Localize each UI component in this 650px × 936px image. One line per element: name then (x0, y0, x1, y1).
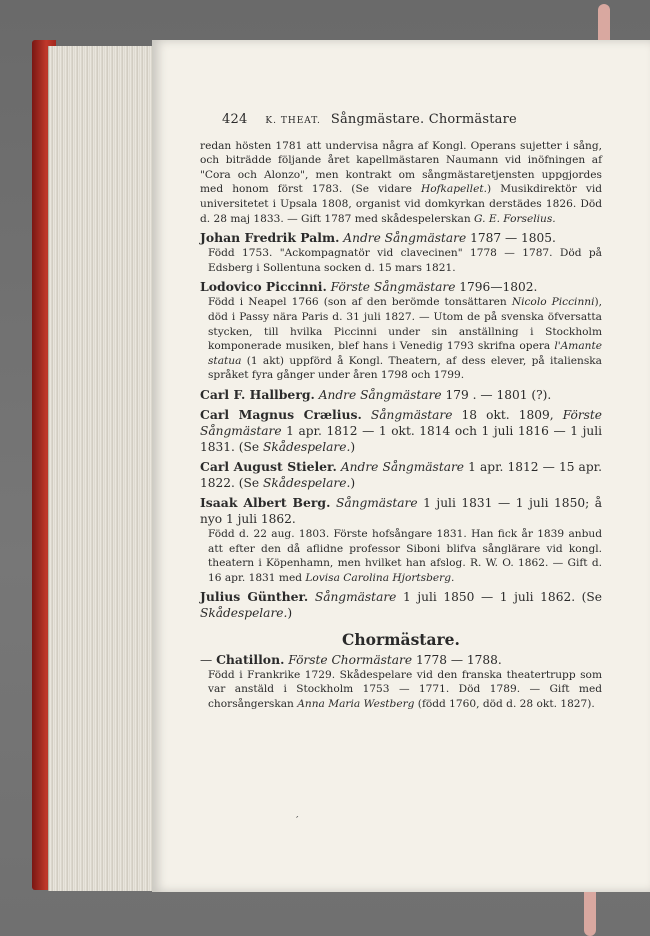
section-label: K. THEAT. (265, 116, 321, 126)
stray-mark: ′ (296, 814, 299, 827)
page-text (200, 113, 602, 712)
entry-hallberg: Carl F. Hallberg. Andre Sångmästare 179 . — 1801 (?). (200, 386, 552, 402)
entry-craelius: Carl Magnus Crælius. Sångmästare 18 okt. 1809, Förste Sångmästare 1 apr. 1812 — 1 okt. 1814 och 1 juli 1816 — 1 juli 1831. (Se Skådespelare.) (200, 406, 603, 454)
running-head (222, 113, 602, 129)
page-number: 424 (222, 112, 248, 127)
intro-paragraph: redan hösten 1781 att undervisa några af Kongl. Operans sujetter i sång, och biträdde följande året kapellmästaren Naumann vid inöfningen af "Cora och Alonzo", men kontrakt om sångmästaretjensten uppgjordes med honom först 1783. (Se vidare Hofkapellet.) Musikdirektör vid universitetet i Upsala 1808, organist vid domkyrkan derstädes 1826. Död d. 28 maj 1833. — Gift 1787 med skådespelerskan G. E. Forselius. (200, 139, 602, 225)
section-heading-chormastare: Chormästare. (342, 630, 460, 650)
entry-palm: Johan Fredrik Palm. Andre Sångmästare 1787 — 1805. Född 1753. "Ackompagnatör vid clavecinen" 1778 — 1787. Död på Edsberg i Sollentuna socken d. 15 mars 1821. (200, 230, 602, 274)
entry-piccinni: Lodovico Piccinni. Förste Sångmästare 1796—1802. Född i Neapel 1766 (son af den berömde tonsättaren Nicolo Piccinni), död i Passy nära Paris d. 31 juli 1827. — Utom de på svenska öfversatta stycken, till hvilka Piccinni under sin anställning i Stockholm komponerade musiken, blef hans i Venedig 1793 skrifna opera l'Amante statua (1 akt) uppförd å Kongl. Theatern, af dess elever, på italienska språket fyra gånger under åren 1798 och 1799. (200, 279, 602, 382)
entry-chatillon: — Chatillon. Förste Chormästare 1778 — 1788. Född i Frankrike 1729. Skådespelare vid den franska theatertrupp som var anstäld i Stockholm 1753 — 1771. Död 1789. — Gift med chorsångerskan Anna Maria Westberg (född 1760, död d. 28 okt. 1827). (200, 651, 602, 711)
entry-gunther: Julius Günther. Sångmästare 1 juli 1850 — 1 juli 1862. (Se Skådespelare.) (200, 589, 602, 621)
entry-berg: Isaak Albert Berg. Sångmästare 1 juli 1831 — 1 juli 1850; å nyo 1 juli 1862. Född d. 22 aug. 1803. Förste hofsångare 1831. Han fick år 1839 anbud att efter den då aflidne professor Siboni blifva sånglärare vid kongl. theatern i Köpenhamn, men hvilket han afslog. R. W. O. 1862. — Gift d. 16 apr. 1831 med Lovisa Carolina Hjortsberg. (200, 494, 603, 584)
entry-stieler: Carl August Stieler. Andre Sångmästare 1 apr. 1812 — 15 apr. 1822. (Se Skådespelare.) (200, 458, 602, 490)
running-title: Sångmästare. Chormästare (330, 112, 517, 127)
page-edges (48, 46, 153, 891)
